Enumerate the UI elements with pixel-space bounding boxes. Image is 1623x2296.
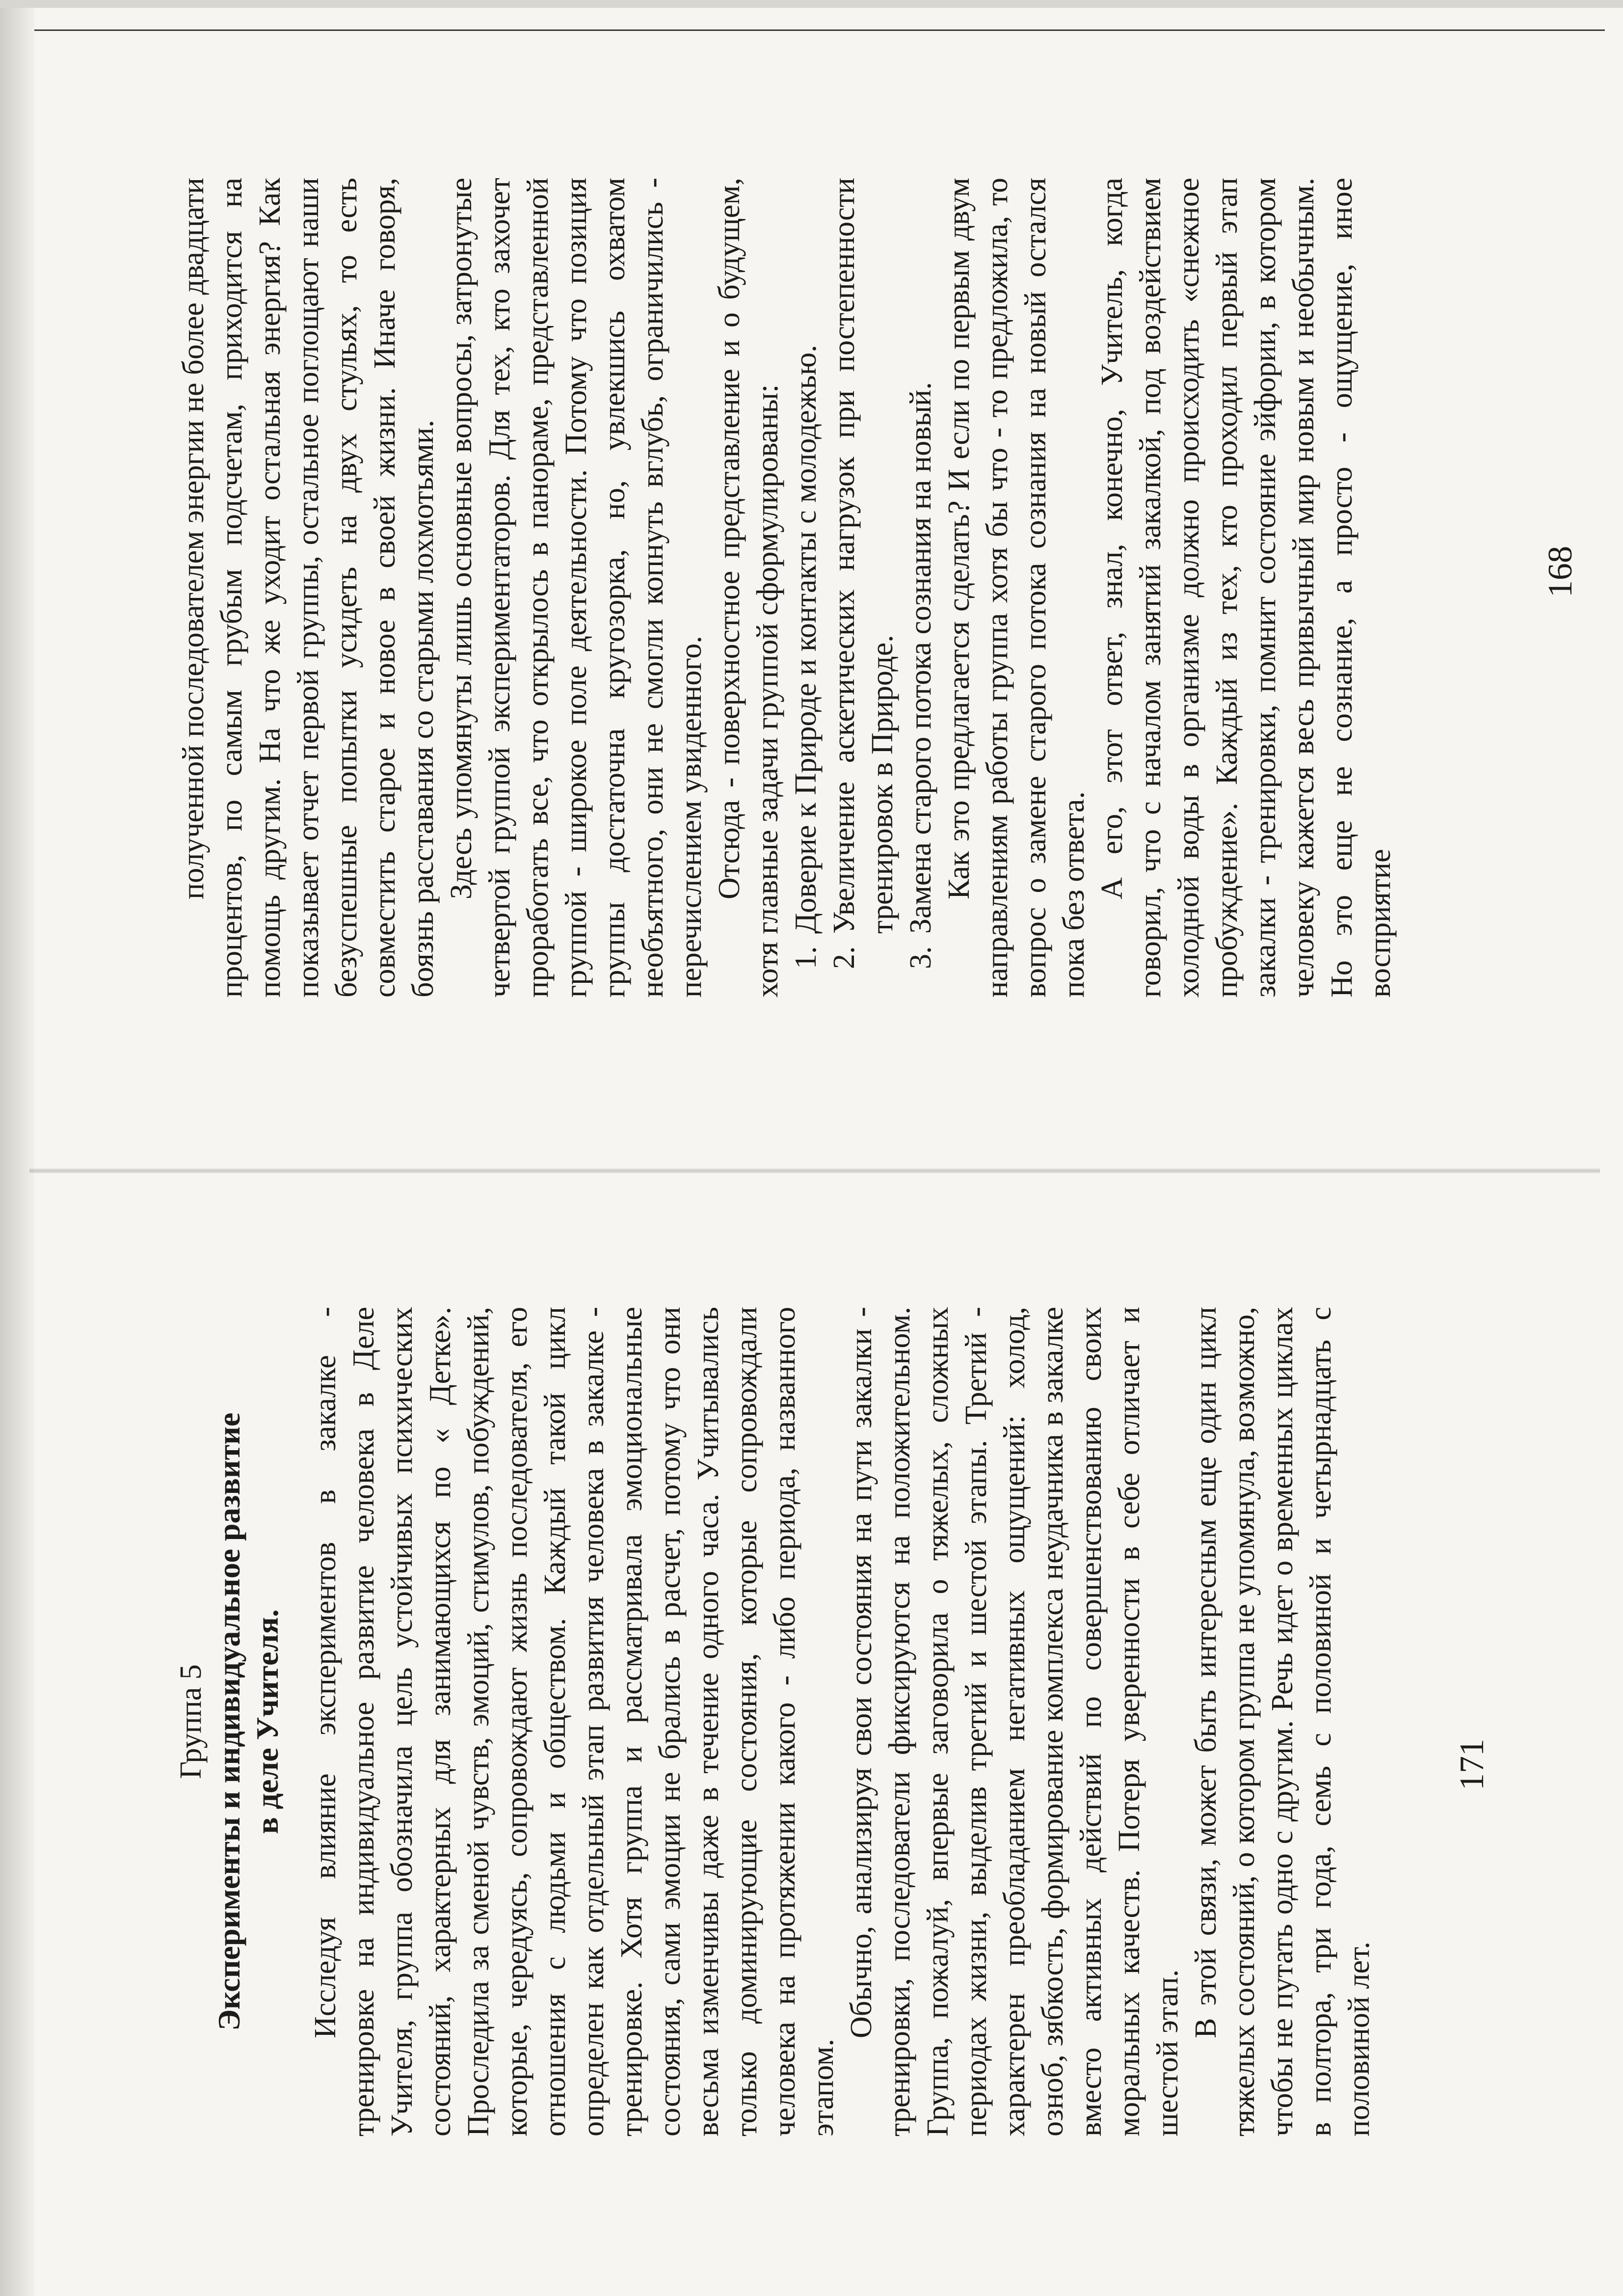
chapter-title-line-2: в деле Учителя. [250,1609,285,1834]
right-page [0,0,1623,1128]
right-paragraph-2: Здесь упомянуты лишь основные вопросы, затронутые четвертой группой экспериментаторов. Для тех, кто захочет проработать все, что открылось в панораме, представленной группой - широкое поле деятельности. Потому что позиция группы достаточна кругозорка, но, увлекшись охватом необъятного, они не смогли копнуть вглубь, ограничились - перечислением увиденного. [445,178,708,998]
right-paragraph-3: Отсюда - поверхностное представление и о будущем, хотя главные задачи группой сформулированы: [713,178,784,998]
left-paragraph-2: Обычно, анализируя свои состояния на пути закалки - тренировки, последователи фиксируются на положительном. Группа, пожалуй, впервые заговорила о тяжелых, сложных периодах жизни, выделив третий и шестой этапы. Третий - характерен преобладанием негативных ощущений: холод, озноб, зябкость, формирование комплекса неудачника в закалке вместо активных действий по совершенствованию своих моральных качеств. Потеря уверенности в себе отличает и шестой этап. [845,1307,1184,2136]
left-page-text [172,1307,1378,2136]
left-paragraph-1: Исследуя влияние экспериментов в закалке - тренировке на индивидуальное развитие человека в Деле Учителя, группа обозначила цель устойчивых психических состояний, характерных для занимающихся по « Детке». Проследила за сменой чувств, эмоций, стимулов, побуждений, которые, чередуясь, сопровождают жизнь последователя, его отношения с людьми и обществом. Каждый такой цикл определен как отдельный этап развития человека в закалке - тренировке. Хотя группа и рассматривала эмоциональные состояния, сами эмоции не брались в расчет, потому что они весьма изменчивы даже в течение одного часа. Учитывались только доминирующие состояния, которые сопровождали человека на протяжении какого - либо периода, названного этапом. [309,1307,840,2136]
task-item: 1. Доверие к Природе и контакты с молодежью. [787,178,825,939]
group-title: Группа 5 [174,1664,208,1779]
left-page-number: 171 [1453,1739,1491,1790]
task-item: 3. Замена старого потока сознания на новый. [902,178,940,939]
tasks-list [787,178,940,998]
right-paragraph-5: А его, этот ответ, знал, конечно, Учитель, когда говорил, что с началом занятий закалкой, под воздействием холодной воды в организме должно происходить «снежное пробуждение». Каждый из тех, кто проходил первый этап закалки - тренировки, помнит состояние эйфории, в котором человеку кажется весь привычный мир новым и необычным. Но это еще не сознание, а просто - ощущение, иное восприятие [1095,178,1397,998]
right-page-text [174,178,1399,998]
task-item: 2. Увеличение аскетических нагрузок при постепенности тренировок в Природе. [825,178,902,939]
chapter-title-line-1: Эксперименты и индивидуальное развитие [212,1412,246,2031]
left-page [0,1172,1623,2296]
right-page-number: 168 [1542,546,1579,597]
right-paragraph-continuation: полученной последователем энергии не более двадцати процентов, по самым грубым подсчетам, приходится на помощь другим. На что же уходит остальная энергия? Как показывает отчет первой группы, остальное поглощают наши безуспешные попытки усидеть на двух стульях, то есть совместить старое и новое в своей жизни. Иначе говоря, боязнь расставания со старыми лохмотьями. [177,178,440,998]
right-paragraph-4: Как это предлагается сделать? И если по первым двум направлениям работы группа хотя бы что - то предложила, то вопрос о замене старого потока сознания на новый остался пока без ответа. [942,178,1091,998]
left-paragraph-3: В этой связи, может быть интересным еще один цикл тяжелых состояний, о котором группа не упомянула, возможно, чтобы не путать одно с другим. Речь идет о временных циклах в полтора, три года, семь с половиной и четырнадцать с половиной лет. [1189,1307,1376,2136]
